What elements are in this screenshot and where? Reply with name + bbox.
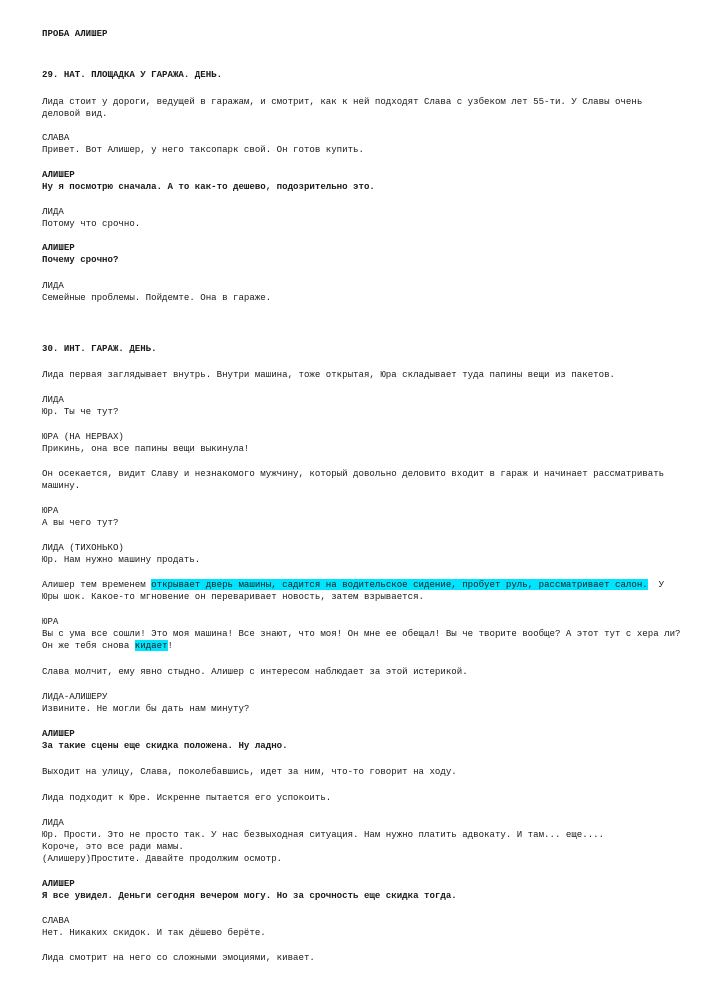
scene30-action-7: Лида смотрит на него со сложными эмоциями, кивает.: [42, 952, 315, 963]
dialogue-line: За такие сцены еще скидка положена. Ну ладно.: [42, 740, 288, 751]
scene30-action-5: Выходит на улицу, Слава, поколебавшись, идет за ним, что-то говорит на ходу.: [42, 766, 457, 777]
dialogue-line: (Алишеру)Простите. Давайте продолжим осмотр.: [42, 853, 283, 864]
dialogue-line: Нет. Никаких скидок. И так дёшево берёте.: [42, 927, 266, 938]
scene-heading-30: 30. ИНТ. ГАРАЖ. ДЕНЬ.: [42, 343, 157, 354]
dialogue-line: Ну я посмотрю сначала. А то как-то дешево, подозрительно это.: [42, 181, 375, 192]
dialogue-line: Юр. Прости. Это не просто так. У нас безвыходная ситуация. Нам нужно платить адвокату. И там... еще....: [42, 829, 605, 840]
dialogue-text: Вы с ума все сошли! Это моя машина! Все знают, что моя! Он мне ее обещал! Вы че творите вообще? А этот тут с хера ли? Он же тебя снова: [42, 628, 686, 651]
character-name: АЛИШЕР: [42, 242, 75, 253]
dialogue-text: !: [167, 640, 173, 651]
character-name: АЛИШЕР: [42, 878, 75, 889]
dialogue-line: [42, 628, 686, 652]
dialogue-line: Я все увидел. Деньги сегодня вечером могу. Но за срочность еще скидка тогда.: [42, 890, 457, 901]
scene30-action-1: Лида первая заглядывает внутрь. Внутри машина, тоже открытая, Юра складывает туда папины вещи из пакетов.: [42, 369, 615, 380]
dialogue-line: Извините. Не могли бы дать нам минуту?: [42, 703, 250, 714]
scene30-action-2: Он осекается, видит Славу и незнакомого мужчину, который довольно деловито входит в гараж и начинает рассматривать машину.: [42, 468, 670, 491]
character-name: ЛИДА: [42, 280, 64, 291]
dialogue-line: Потому что срочно.: [42, 218, 141, 229]
action-text: Алишер тем временем: [42, 579, 152, 590]
character-name: ЛИДА (ТИХОНЬКО): [42, 542, 124, 553]
highlighted-text: кидает: [134, 640, 168, 651]
dialogue-line: Прикинь, она все папины вещи выкинула!: [42, 443, 250, 454]
scene30-action-6: Лида подходит к Юре. Искренне пытается его успокоить.: [42, 792, 332, 803]
scene29-action-1: Лида стоит у дороги, ведущей в гаражам, и смотрит, как к ней подходят Слава с узбеком лет 55-ти. У Славы очень деловой вид.: [42, 96, 648, 119]
character-name: СЛАВА: [42, 915, 70, 926]
character-name: АЛИШЕР: [42, 728, 75, 739]
dialogue-line: Семейные проблемы. Пойдемте. Она в гараже.: [42, 292, 272, 303]
character-name: ЛИДА: [42, 817, 64, 828]
character-name: ЛИДА-АЛИШЕРУ: [42, 691, 108, 702]
dialogue-line: Привет. Вот Алишер, у него таксопарк свой. Он готов купить.: [42, 144, 364, 155]
character-name: ЮРА: [42, 505, 59, 516]
character-name: ЛИДА: [42, 394, 64, 405]
character-name: СЛАВА: [42, 132, 70, 143]
scene-heading-29: 29. НАТ. ПЛОЩАДКА У ГАРАЖА. ДЕНЬ.: [42, 69, 223, 80]
highlighted-text: открывает дверь машины, садится на водительское сидение, пробует руль, рассматривает салон.: [151, 579, 648, 590]
scene30-action-3: [42, 579, 682, 603]
character-name: ЮРА: [42, 616, 59, 627]
dialogue-line: Почему срочно?: [42, 254, 119, 265]
dialogue-line: Юр. Нам нужно машину продать.: [42, 554, 201, 565]
document-title: ПРОБА АЛИШЕР: [42, 28, 108, 39]
dialogue-line: А вы чего тут?: [42, 517, 119, 528]
dialogue-line: Юр. Ты че тут?: [42, 406, 119, 417]
action-text: У Юры шок. Какое-то мгновение он переваривает новость, затем взрывается.: [42, 579, 670, 602]
character-name: ЮРА (НА НЕРВАХ): [42, 431, 124, 442]
dialogue-line: Короче, это все ради мамы.: [42, 841, 184, 852]
character-name: АЛИШЕР: [42, 169, 75, 180]
scene30-action-4: Слава молчит, ему явно стыдно. Алишер с интересом наблюдает за этой истерикой.: [42, 666, 468, 677]
character-name: ЛИДА: [42, 206, 64, 217]
